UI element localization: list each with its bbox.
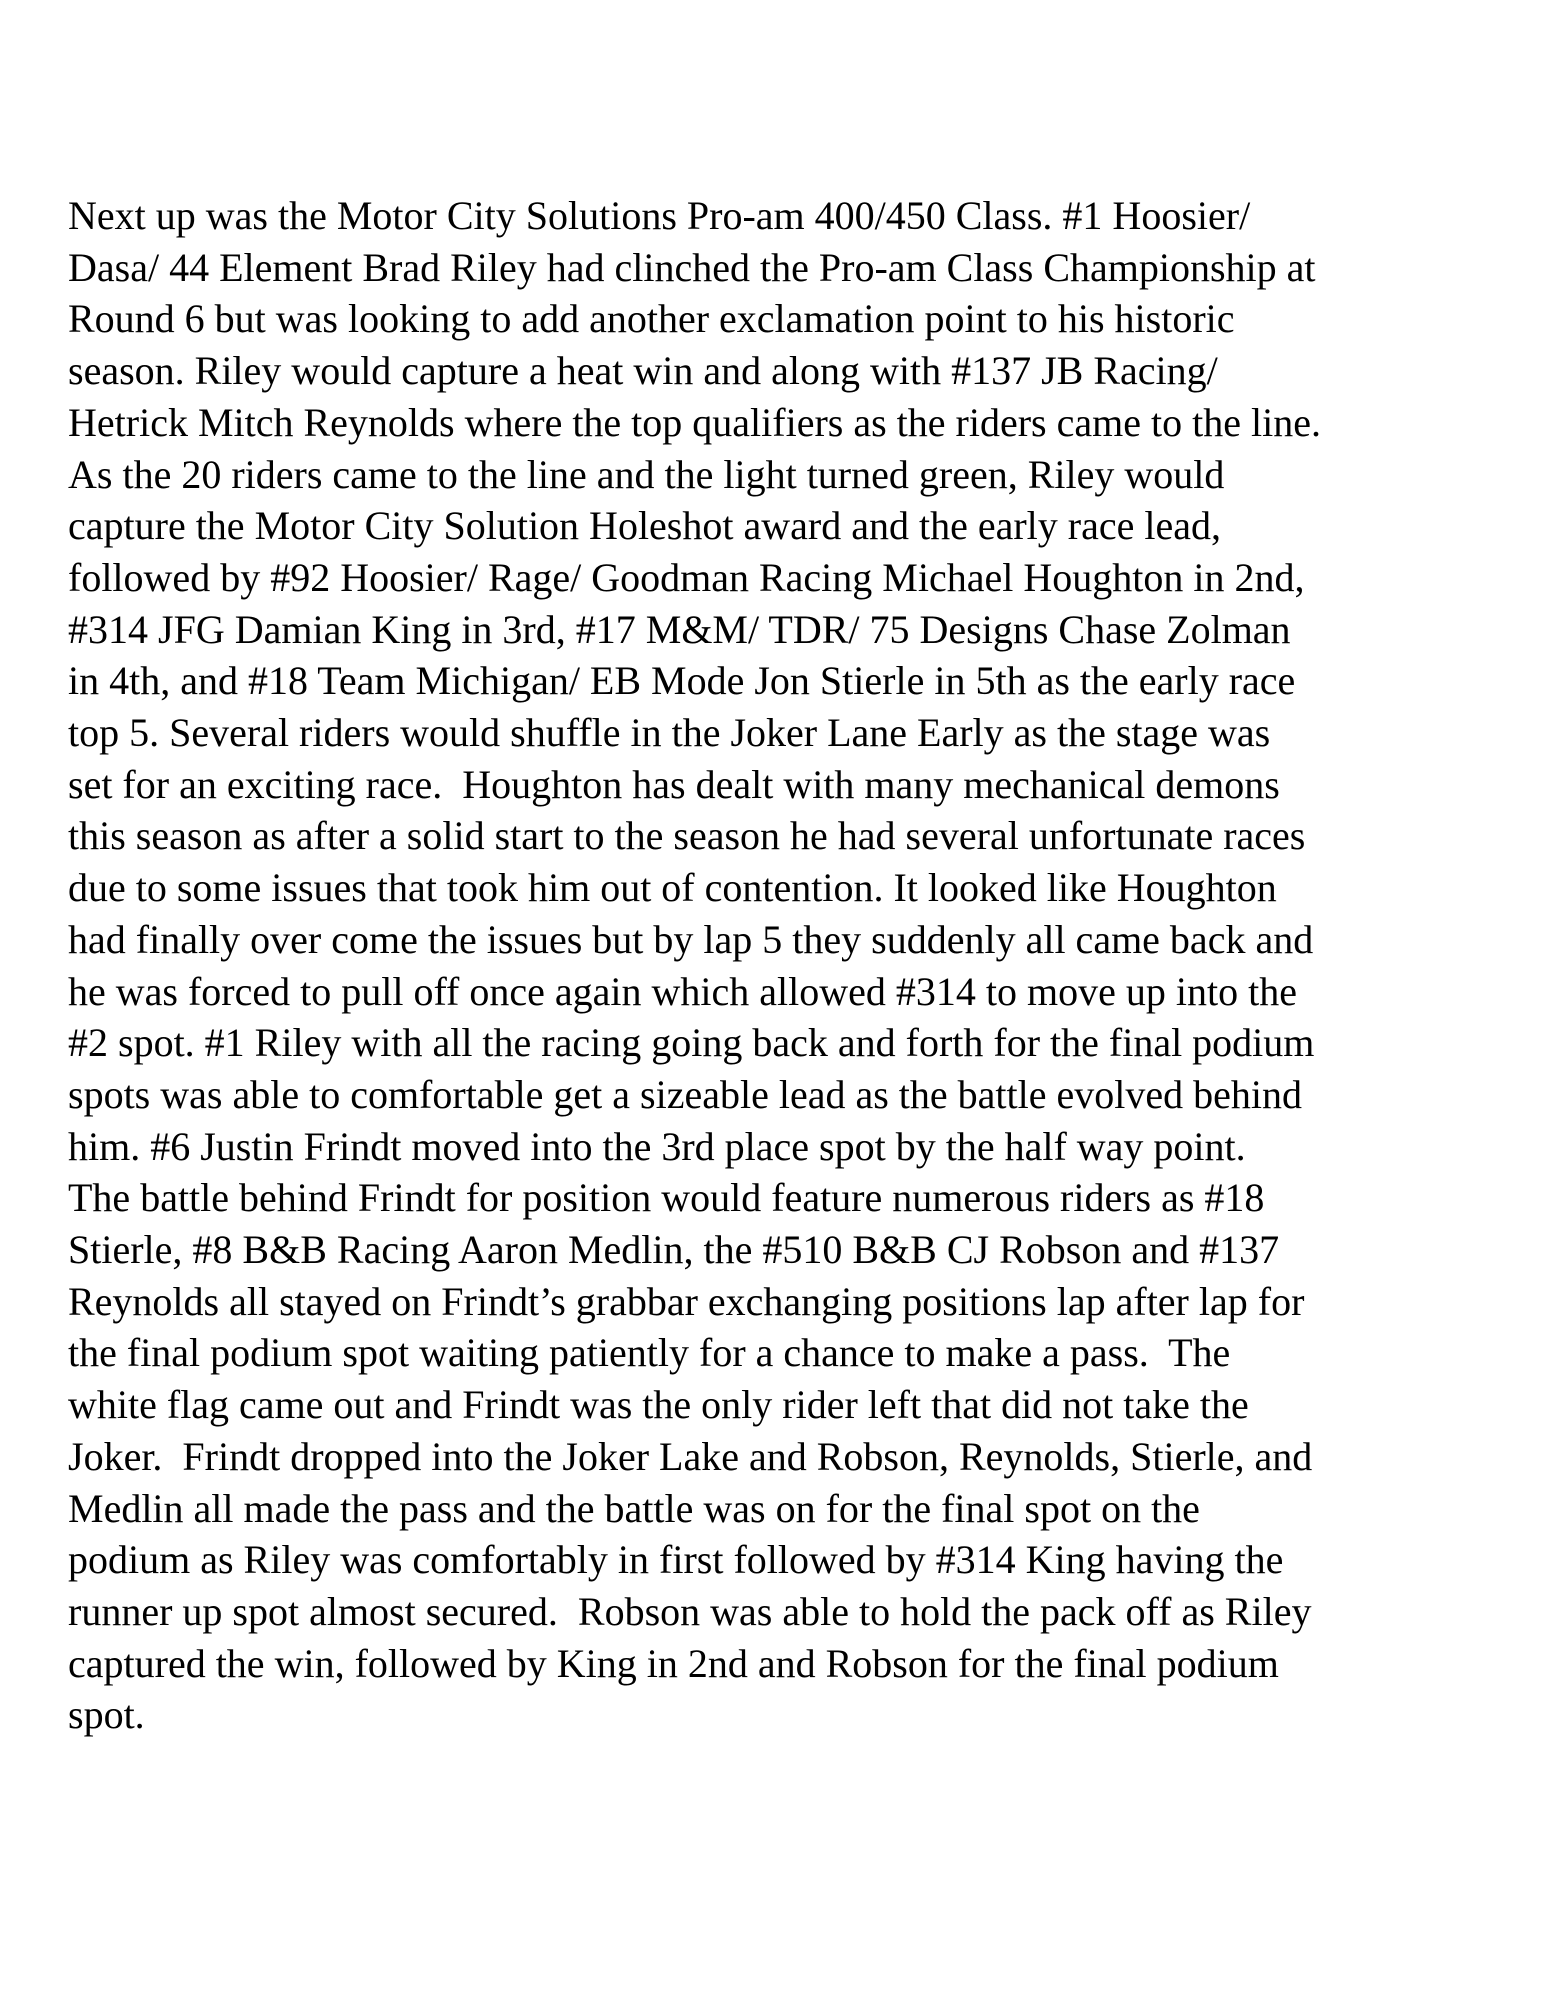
text-line: Next up was the Motor City Solutions Pro-am 400/450 Class. #1 Hoosier/ <box>68 193 1251 238</box>
text-line: captured the win, followed by King in 2nd and Robson for the final podium <box>68 1640 1279 1686</box>
text-line: season. Riley would capture a heat win and along with #137 JB Racing/ <box>68 348 1218 394</box>
text-line: followed by #92 Hoosier/ Rage/ Goodman Racing Michael Houghton in 2nd, <box>68 554 1305 600</box>
text-line: the final podium spot waiting patiently for a chance to make a pass. The <box>68 1330 1231 1376</box>
text-line: Stierle, #8 B&B Racing Aaron Medlin, the #510 B&B CJ Robson and #137 <box>68 1227 1280 1273</box>
text-line: Reynolds all stayed on Frindt’s grabbar exchanging positions lap after lap for <box>68 1278 1305 1324</box>
text-line: #314 JFG Damian King in 3rd, #17 M&M/ TDR/ 75 Designs Chase Zolman <box>68 606 1291 652</box>
text-line: capture the Motor City Solution Holeshot award and the early race lead, <box>68 503 1221 549</box>
text-line: podium as Riley was comfortably in first followed by #314 King having the <box>68 1537 1284 1583</box>
text-line: white flag came out and Frindt was the only rider left that did not take the <box>68 1382 1249 1428</box>
text-line: in 4th, and #18 Team Michigan/ EB Mode Jon Stierle in 5th as the early race <box>68 658 1296 704</box>
text-line: set for an exciting race. Houghton has dealt with many mechanical demons <box>68 761 1280 807</box>
article-body <box>68 190 1488 1741</box>
text-line: As the 20 riders came to the line and the light turned green, Riley would <box>68 451 1225 497</box>
text-line: Joker. Frindt dropped into the Joker Lake and Robson, Reynolds, Stierle, and <box>68 1433 1313 1479</box>
text-line: The battle behind Frindt for position would feature numerous riders as #18 <box>68 1175 1265 1221</box>
text-line: #2 spot. #1 Riley with all the racing going back and forth for the final podium <box>68 1020 1315 1066</box>
text-line: Round 6 but was looking to add another exclamation point to his historic <box>68 296 1235 342</box>
text-line: due to some issues that took him out of contention. It looked like Houghton <box>68 865 1277 911</box>
text-line: runner up spot almost secured. Robson was able to hold the pack off as Riley <box>68 1588 1312 1634</box>
text-line: this season as after a solid start to the season he had several unfortunate races <box>68 813 1306 859</box>
text-line: spot. <box>68 1692 145 1738</box>
text-line: top 5. Several riders would shuffle in the Joker Lane Early as the stage was <box>68 710 1271 756</box>
text-line: Hetrick Mitch Reynolds where the top qualifiers as the riders came to the line. <box>68 399 1321 445</box>
text-line: Dasa/ 44 Element Brad Riley had clinched the Pro-am Class Championship at <box>68 244 1316 290</box>
text-line: spots was able to comfortable get a sizeable lead as the battle evolved behind <box>68 1071 1303 1117</box>
text-line: him. #6 Justin Frindt moved into the 3rd place spot by the half way point. <box>68 1123 1246 1169</box>
text-line: Medlin all made the pass and the battle was on for the final spot on the <box>68 1485 1200 1531</box>
text-line: had finally over come the issues but by lap 5 they suddenly all came back and <box>68 916 1314 962</box>
text-line: he was forced to pull off once again which allowed #314 to move up into the <box>68 968 1297 1014</box>
